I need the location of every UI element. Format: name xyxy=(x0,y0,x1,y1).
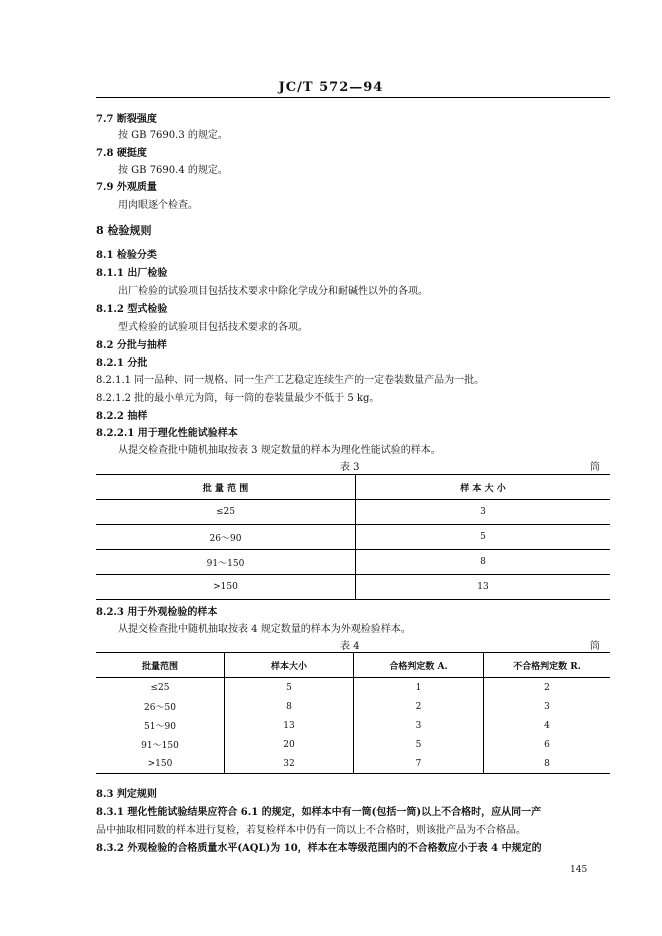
section-7-8-title: 7.8 硬挺度 xyxy=(96,148,147,159)
section-8-title: 8 检验规则 xyxy=(96,224,152,237)
table-row xyxy=(96,678,610,698)
table-4-header-sample-size: 样本大小 xyxy=(225,653,354,678)
table-cell: 7 xyxy=(354,754,484,774)
section-8-3-1-line-1: 8.3.1 理化性能试验结果应符合 6.1 的规定，如样本中有一筒(包括一筒)以上不合格时，应从同一产 xyxy=(96,807,542,818)
table-4-header-accept-number: 合格判定数 A. xyxy=(354,653,484,678)
table-cell: 13 xyxy=(225,716,354,735)
table-cell: 8 xyxy=(225,697,354,716)
section-7-7-body: 按 GB 7690.3 的规定。 xyxy=(118,130,228,141)
table-3 xyxy=(96,474,610,600)
section-8-2-3-title: 8.2.3 用于外观检验的样本 xyxy=(96,607,218,618)
section-8-2-1-1-text: 8.2.1.1 同一品种、同一规格、同一生产工艺稳定连续生产的一定卷装数量产品为一批。 xyxy=(96,375,485,386)
section-8-2-title: 8.2 分批与抽样 xyxy=(96,340,167,351)
table-cell: 3 xyxy=(356,500,611,525)
table-cell: 5 xyxy=(354,735,484,754)
section-8-3-1-line-2: 品中抽取相同数的样本进行复检，若复检样本中仍有一筒以上不合格时，则该批产品为不合格品。 xyxy=(96,825,526,836)
table-3-unit: 筒 xyxy=(590,462,600,473)
table-cell: 8 xyxy=(356,550,611,575)
section-8-1-1-title: 8.1.1 出厂检验 xyxy=(96,268,168,279)
table-row xyxy=(96,500,610,525)
section-7-8-body: 按 GB 7690.4 的规定。 xyxy=(118,165,228,176)
table-4-header-batch-range: 批量范围 xyxy=(96,653,225,678)
table-header-row xyxy=(96,475,610,500)
table-cell: ≤25 xyxy=(96,500,356,525)
section-8-1-1-body: 出厂检验的试验项目包括技术要求中除化学成分和耐碱性以外的各项。 xyxy=(118,286,428,297)
table-row xyxy=(96,525,610,550)
table-row xyxy=(96,575,610,600)
section-7-9-body: 用肉眼逐个检查。 xyxy=(118,200,198,211)
table-cell: 5 xyxy=(225,678,354,698)
table-cell: 4 xyxy=(544,720,550,731)
table-cell: >150 xyxy=(96,754,225,774)
table-cell: 20 xyxy=(225,735,354,754)
table-4-header-reject-number: 不合格判定数 R. xyxy=(484,653,611,678)
section-8-1-2-body: 型式检验的试验项目包括技术要求的各项。 xyxy=(118,322,308,333)
table-header-row xyxy=(96,653,610,678)
table-4-unit: 筒 xyxy=(590,641,600,652)
table-4 xyxy=(96,652,610,774)
section-8-2-1-2-text: 8.2.1.2 批的最小单元为筒，每一筒的卷装量最少不低于 5 kg。 xyxy=(96,393,380,404)
table-row xyxy=(96,735,610,754)
table-cell: 8 xyxy=(544,758,550,769)
table-cell: ≤25 xyxy=(96,678,225,698)
section-8-1-2-title: 8.1.2 型式检验 xyxy=(96,304,168,315)
table-3-caption: 表 3 xyxy=(340,462,360,473)
section-8-2-3-body: 从提交检查批中随机抽取按表 4 规定数量的样本为外观检验样本。 xyxy=(118,624,411,635)
table-cell: 6 xyxy=(544,739,550,750)
table-row xyxy=(96,697,610,716)
table-row xyxy=(96,754,610,774)
document-code: JC/T 572—94 xyxy=(278,80,384,95)
table-cell: 3 xyxy=(354,716,484,735)
table-cell: 26～90 xyxy=(96,525,356,550)
table-cell: 51～90 xyxy=(96,716,225,735)
section-8-3-2-line-1: 8.3.2 外观检验的合格质量水平(AQL)为 10，样本在本等级范围内的不合格数应小于表 4 中规定的 xyxy=(96,843,542,854)
table-cell: 91～150 xyxy=(96,735,225,754)
section-8-2-1-title: 8.2.1 分批 xyxy=(96,358,148,369)
table-cell: 1 xyxy=(354,678,484,698)
table-cell: 5 xyxy=(356,525,611,550)
table-3-header-sample-size: 样 本 大 小 xyxy=(356,475,611,500)
table-cell: 91～150 xyxy=(96,550,356,575)
table-row xyxy=(96,716,610,735)
table-cell: 2 xyxy=(354,697,484,716)
section-7-9-title: 7.9 外观质量 xyxy=(96,182,157,193)
table-cell: 26～50 xyxy=(96,697,225,716)
section-8-2-2-1-body: 从提交检查批中随机抽取按表 3 规定数量的样本为理化性能试验的样本。 xyxy=(118,445,441,456)
table-4-caption: 表 4 xyxy=(340,641,360,652)
section-7-7-title: 7.7 断裂强度 xyxy=(96,114,157,125)
table-cell: 2 xyxy=(544,682,550,693)
table-cell: 3 xyxy=(544,701,550,712)
header-rule xyxy=(96,97,610,98)
section-8-2-2-title: 8.2.2 抽样 xyxy=(96,411,148,422)
table-row xyxy=(96,550,610,575)
page-number: 145 xyxy=(570,865,588,875)
table-cell: 32 xyxy=(225,754,354,774)
table-cell: 13 xyxy=(477,582,489,592)
section-8-2-2-1-title: 8.2.2.1 用于理化性能试验样本 xyxy=(96,428,238,439)
section-8-3-title: 8.3 判定规则 xyxy=(96,789,157,800)
section-8-1-title: 8.1 检验分类 xyxy=(96,250,157,261)
table-cell: >150 xyxy=(96,575,356,600)
table-3-header-batch-range: 批 量 范 围 xyxy=(96,475,356,500)
